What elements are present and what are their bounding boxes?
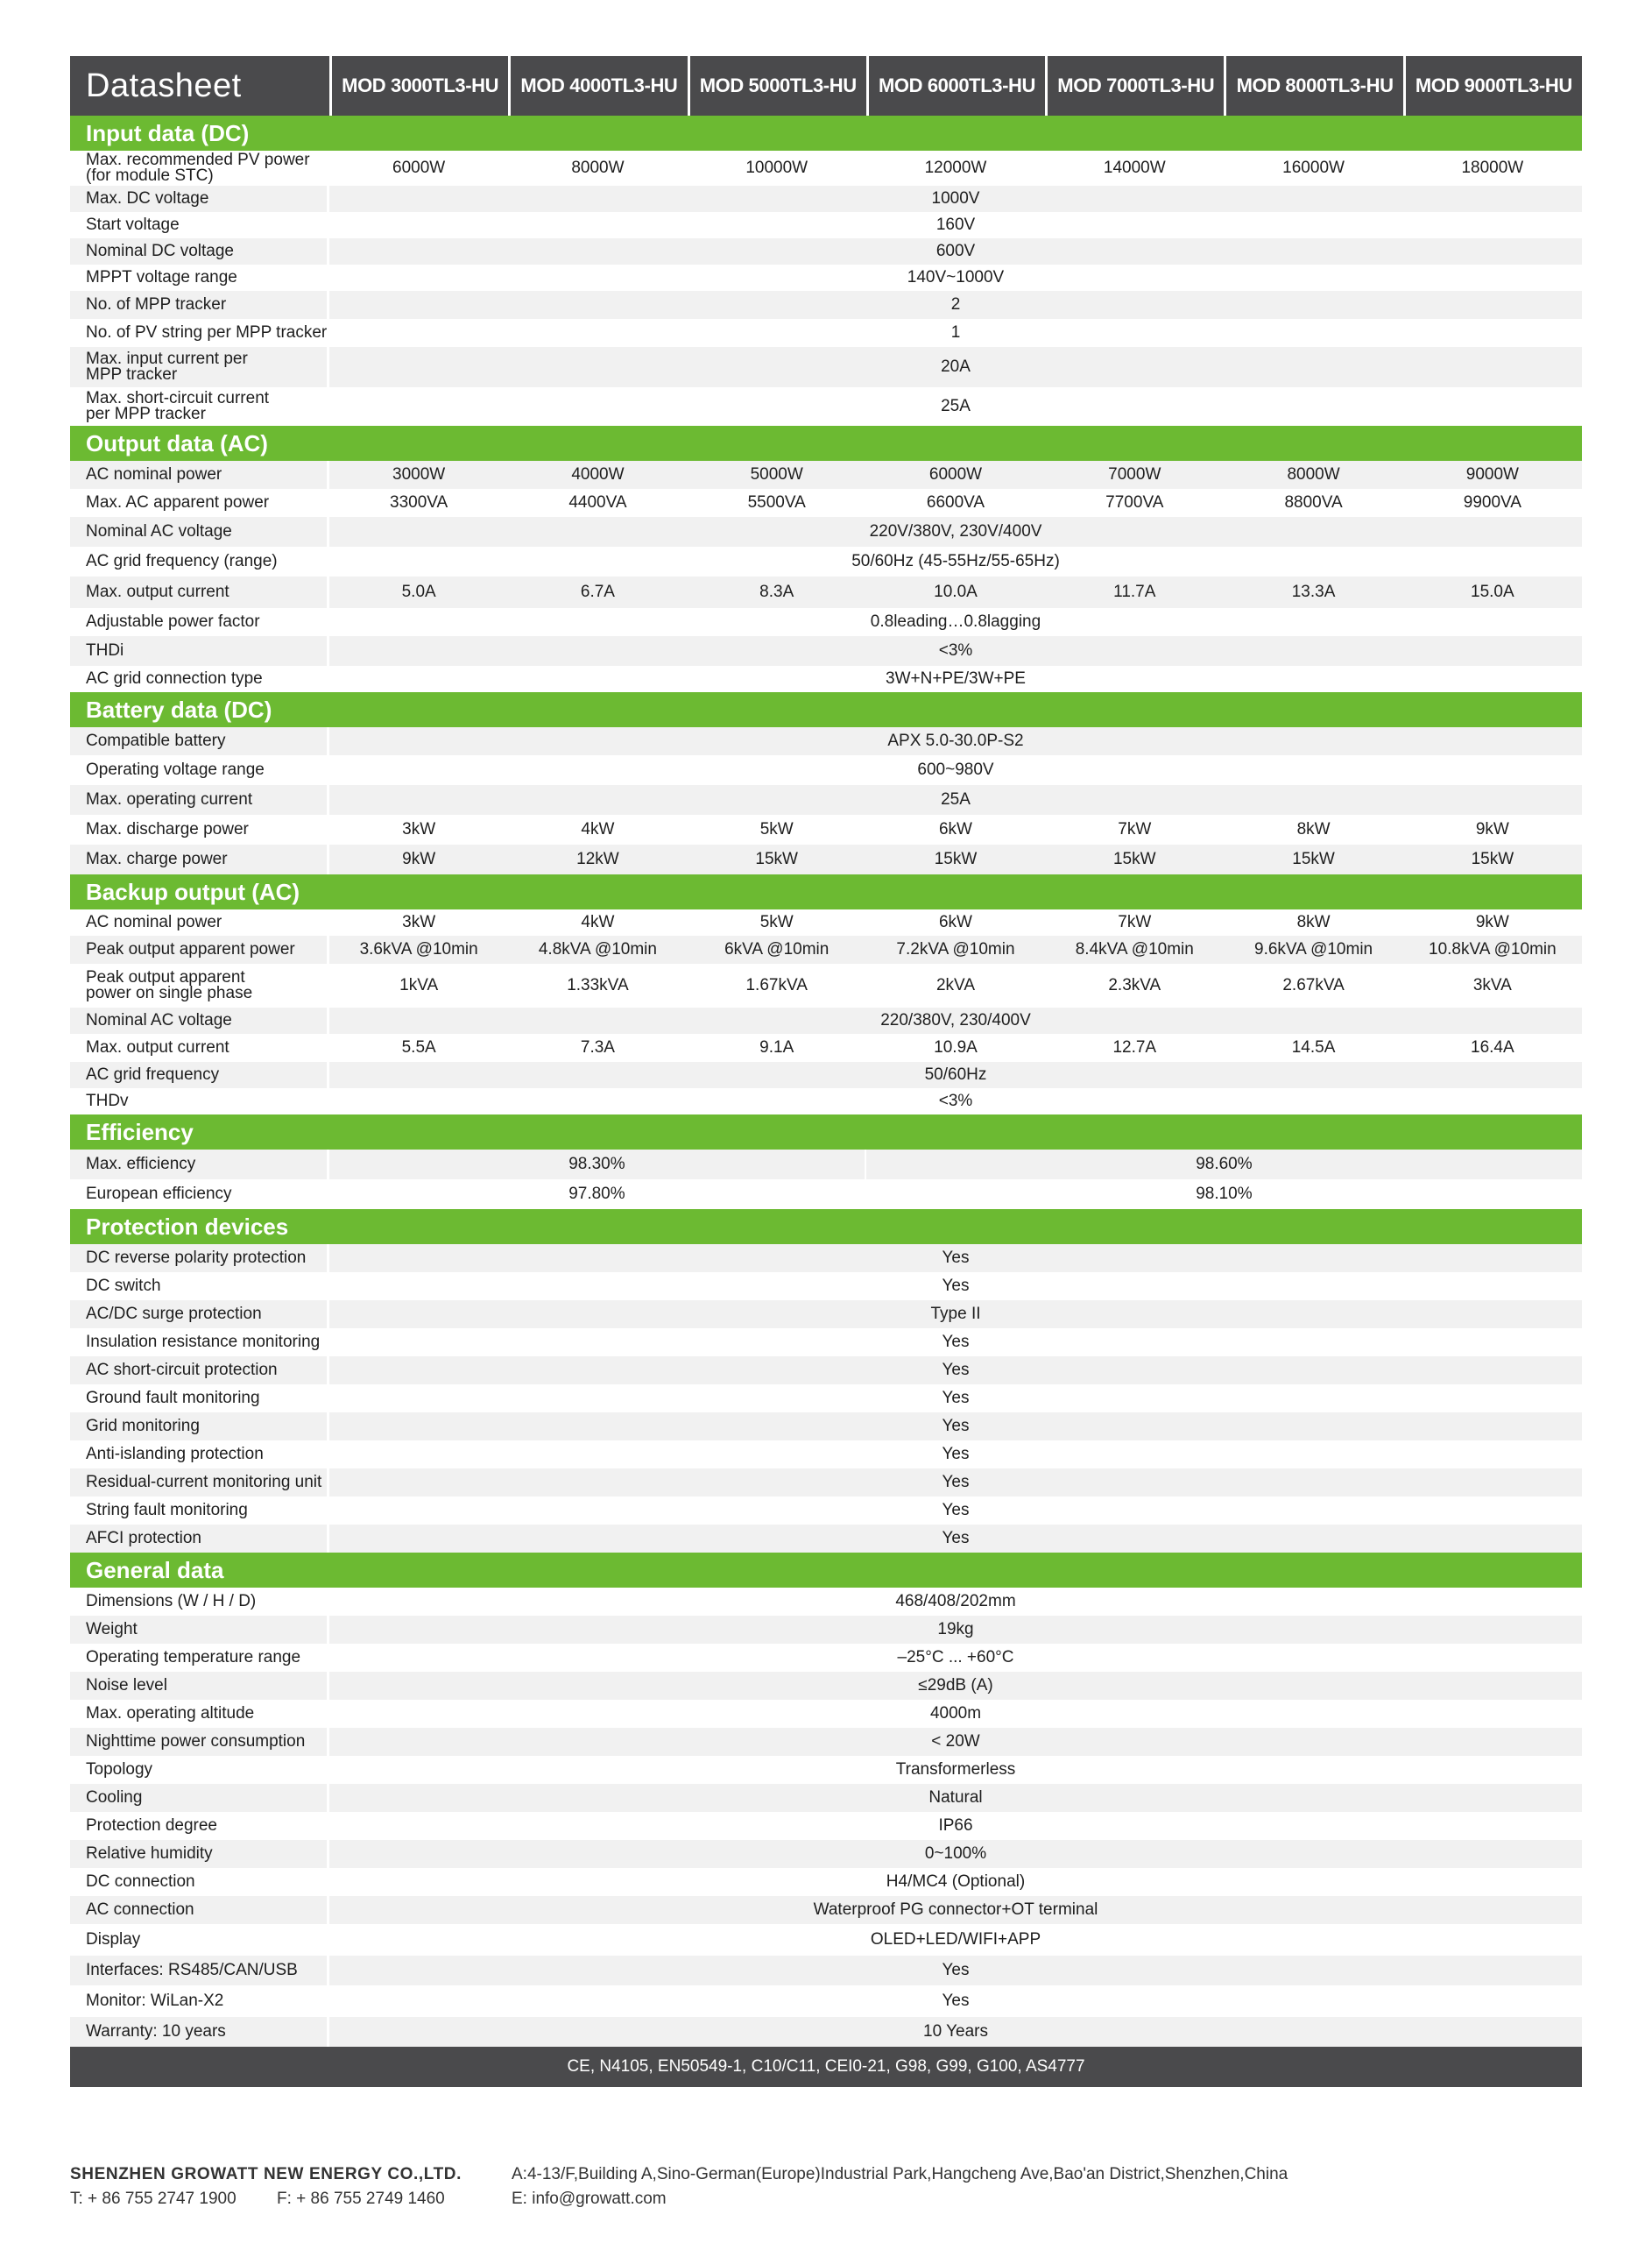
spec-value: 6000W [928,465,983,484]
spec-label: Warranty: 10 years [70,2017,329,2047]
company-address: A:4-13/F,Building A,Sino-German(Europe)Industrial Park,Hangcheng Ave,Bao'an District,Shenzhen,China [512,2165,1288,2183]
spec-value: 3W+N+PE/3W+PE [886,669,1026,688]
spec-label: MPPT voltage range [70,265,329,291]
spec-label [70,151,329,186]
spec-value: 50/60Hz (45-55Hz/55-65Hz) [851,552,1060,570]
datasheet-title: Datasheet [70,56,329,116]
spec-label-line: power on single phase [86,984,253,1002]
table-header [70,56,1582,116]
certifications-text: CE, N4105, EN50549-1, C10/C11, CEI0-21, G98, G99, G100, AS4777 [567,2057,1085,2076]
spec-value: 8.4kVA @10min [1075,940,1194,959]
spec-value: H4/MC4 (Optional) [886,1872,1026,1891]
spec-row [70,1868,1582,1896]
spec-label: Start voltage [70,212,329,238]
spec-row [70,1300,1582,1328]
spec-value: 5kW [759,820,794,838]
spec-value: 6kW [938,820,972,838]
spec-label: Display [70,1924,329,1956]
spec-label: Max. efficiency [70,1150,329,1179]
spec-row [70,1179,1582,1209]
spec-value: OLED+LED/WIFI+APP [870,1930,1041,1949]
spec-row [70,1034,1582,1062]
spec-label: AFCI protection [70,1525,329,1553]
spec-label: DC connection [70,1868,329,1896]
spec-value: 9900VA [1463,493,1521,512]
spec-value: –25°C ... +60°C [897,1648,1014,1666]
spec-value: 160V [935,216,976,234]
company-fax: F: + 86 755 2749 1460 [277,2190,445,2208]
spec-label-line: Max. short-circuit current [86,389,270,407]
spec-sections [70,116,1582,2047]
spec-label-line: Max. input current per [86,350,248,368]
spec-label: AC grid connection type [70,666,329,692]
spec-label: Protection degree [70,1812,329,1840]
spec-row [70,636,1582,666]
spec-label: DC switch [70,1272,329,1300]
spec-row [70,1588,1582,1616]
spec-value: 220V/380V, 230V/400V [869,522,1042,541]
spec-value: 9kW [1475,820,1509,838]
spec-label: Nominal DC voltage [70,238,329,265]
spec-label: No. of PV string per MPP tracker [70,319,329,347]
spec-value: Yes [942,1333,970,1351]
company-footer [70,2162,1582,2211]
spec-value: Yes [942,1389,970,1407]
spec-row [70,1356,1582,1384]
spec-value: 15kW [755,850,798,868]
section-header: Output data (AC) [70,426,1582,461]
spec-label: Max. DC voltage [70,186,329,212]
spec-value: 2 [950,295,961,314]
spec-label: Ground fault monitoring [70,1384,329,1412]
spec-row [70,1328,1582,1356]
spec-label: DC reverse polarity protection [70,1244,329,1272]
spec-value: < 20W [931,1732,980,1751]
spec-row [70,1840,1582,1868]
spec-value: 3300VA [390,493,448,512]
spec-value: 16000W [1282,159,1345,177]
spec-label: European efficiency [70,1179,329,1209]
spec-value: 10000W [745,159,808,177]
spec-value: 8800VA [1284,493,1343,512]
spec-value: 98.10% [1196,1185,1253,1203]
spec-row [70,387,1582,426]
spec-row [70,1812,1582,1840]
spec-value: <3% [938,641,973,660]
spec-label-line: per MPP tracker [86,405,206,423]
section-header: Input data (DC) [70,116,1582,151]
spec-value: Yes [942,1249,970,1267]
spec-value: 7kW [1118,913,1152,931]
spec-label: AC/DC surge protection [70,1300,329,1328]
spec-row [70,1440,1582,1468]
spec-value: Transformerless [895,1760,1016,1779]
spec-label: AC nominal power [70,461,329,489]
spec-value: 7000W [1108,465,1161,484]
spec-value: 16.4A [1471,1038,1514,1057]
spec-value: Type II [930,1305,981,1323]
spec-value: 18000W [1461,159,1524,177]
spec-label: No. of MPP tracker [70,291,329,319]
spec-label: Nominal AC voltage [70,517,329,547]
spec-value: 15kW [1471,850,1514,868]
spec-row [70,1616,1582,1644]
spec-label: Weight [70,1616,329,1644]
spec-row [70,577,1582,608]
spec-value: Yes [942,1961,970,1979]
spec-label: Max. output current [70,1034,329,1062]
spec-value: 25A [941,397,971,415]
spec-label: Max. discharge power [70,815,329,845]
spec-row [70,517,1582,547]
section-header: Protection devices [70,1209,1582,1244]
spec-label: String fault monitoring [70,1497,329,1525]
spec-row [70,1008,1582,1034]
spec-value: 5000W [750,465,803,484]
spec-label-line: (for module STC) [86,166,214,185]
spec-label: THDi [70,636,329,666]
spec-label: Operating temperature range [70,1644,329,1672]
spec-label-line: Peak output apparent [86,968,245,987]
spec-label: Nominal AC voltage [70,1008,329,1034]
spec-label [70,347,329,387]
spec-value: Natural [928,1788,983,1807]
spec-row [70,547,1582,577]
spec-value: 8000W [571,159,625,177]
spec-label: Relative humidity [70,1840,329,1868]
spec-row [70,1985,1582,2017]
spec-row [70,1924,1582,1956]
spec-value: 5.5A [401,1038,436,1057]
spec-row [70,1272,1582,1300]
spec-value: 2kVA [935,976,975,994]
spec-value: Yes [942,1473,970,1491]
spec-value: 12kW [576,850,619,868]
spec-row [70,1062,1582,1088]
spec-row [70,1756,1582,1784]
spec-value: 10.8kVA @10min [1429,940,1557,959]
spec-label: Residual-current monitoring unit [70,1468,329,1497]
spec-value: Waterproof PG connector+OT terminal [813,1900,1098,1919]
spec-value: 11.7A [1113,583,1156,601]
spec-value: 6.7A [580,583,615,601]
spec-label-line: Max. recommended PV power [86,151,310,169]
certifications-bar [70,2047,1582,2087]
model-header-1: MOD 3000TL3-HU [329,56,508,116]
spec-row [70,2017,1582,2047]
spec-value: 9kW [1475,913,1509,931]
section-header: Battery data (DC) [70,692,1582,727]
spec-value: 1 [950,323,961,342]
spec-row [70,1728,1582,1756]
spec-label-line: MPP tracker [86,365,178,384]
model-header-7: MOD 9000TL3-HU [1403,56,1582,116]
spec-row [70,785,1582,815]
spec-value: 5kW [759,913,794,931]
spec-label: AC grid frequency (range) [70,547,329,577]
spec-value: 3kVA [1472,976,1512,994]
spec-row [70,755,1582,785]
spec-label: Nighttime power consumption [70,1728,329,1756]
spec-row [70,936,1582,964]
spec-label: Monitor: WiLan-X2 [70,1985,329,2017]
spec-value: 10.9A [934,1038,978,1057]
spec-value: 10 Years [923,2022,988,2041]
spec-value: 3kW [402,913,436,931]
spec-row [70,238,1582,265]
spec-value: 4kW [581,913,615,931]
spec-value: <3% [938,1092,973,1110]
spec-row [70,1412,1582,1440]
spec-value: 10.0A [934,583,978,601]
spec-value: 7kW [1118,820,1152,838]
model-header-2: MOD 4000TL3-HU [508,56,687,116]
spec-label: Cooling [70,1784,329,1812]
spec-value: 5.0A [401,583,436,601]
spec-label: Topology [70,1756,329,1784]
spec-row [70,608,1582,636]
spec-label: Insulation resistance monitoring [70,1328,329,1356]
spec-row [70,1672,1582,1700]
spec-value: 97.80% [329,1179,866,1209]
spec-label: AC grid frequency [70,1062,329,1088]
spec-value: 8.3A [759,583,794,601]
spec-label: Peak output apparent power [70,936,329,964]
spec-row [70,727,1582,755]
spec-value: 12000W [924,159,987,177]
spec-value: 4000m [929,1704,982,1723]
spec-label: THDv [70,1088,329,1114]
spec-value: Yes [942,1277,970,1295]
spec-row [70,489,1582,517]
spec-value: 1kVA [399,976,439,994]
spec-value: 6000W [392,159,446,177]
company-name: SHENZHEN GROWATT NEW ENERGY CO.,LTD. [70,2165,462,2183]
spec-value: 8000W [1287,465,1340,484]
spec-value: 14000W [1103,159,1166,177]
section-header: General data [70,1553,1582,1588]
spec-value: 13.3A [1291,583,1336,601]
spec-value: 25A [941,790,971,809]
spec-row [70,666,1582,692]
spec-value: 9.6kVA @10min [1254,940,1373,959]
spec-value: Yes [942,1501,970,1519]
spec-label: Adjustable power factor [70,608,329,636]
spec-row [70,1700,1582,1728]
spec-row [70,461,1582,489]
spec-value: 9.1A [759,1038,794,1057]
spec-value: ≤29dB (A) [918,1676,993,1695]
spec-label: Max. operating current [70,785,329,815]
spec-value: Yes [942,1445,970,1463]
spec-value: 98.30% [329,1150,866,1179]
spec-value: 4000W [571,465,625,484]
model-header-4: MOD 6000TL3-HU [866,56,1045,116]
spec-value: 3.6kVA @10min [359,940,478,959]
section-header: Efficiency [70,1114,1582,1150]
spec-value: 1000V [931,189,980,208]
spec-value: 0~100% [924,1844,987,1863]
spec-row [70,319,1582,347]
spec-value: 15kW [1292,850,1335,868]
spec-label: Max. charge power [70,845,329,874]
spec-value: 50/60Hz [924,1065,987,1084]
spec-label [70,964,329,1008]
spec-row [70,1244,1582,1272]
company-email: E: info@growatt.com [512,2190,667,2208]
spec-value: 220/380V, 230/400V [880,1011,1031,1030]
spec-value: 140V~1000V [907,268,1005,287]
spec-value: 4.8kVA @10min [538,940,657,959]
section-header: Backup output (AC) [70,874,1582,909]
spec-value: 9000W [1465,465,1519,484]
spec-label: Max. AC apparent power [70,489,329,517]
spec-label: Max. output current [70,577,329,608]
spec-value: 2.3kVA [1108,976,1161,994]
spec-label: Anti-islanding protection [70,1440,329,1468]
spec-value: 20A [941,357,971,376]
spec-value: Yes [942,1992,970,2010]
spec-value: 8kW [1296,820,1331,838]
spec-value: 1.33kVA [567,976,629,994]
spec-value: 3kW [402,820,436,838]
spec-label [70,387,329,426]
spec-value: 6kVA @10min [724,940,830,959]
spec-value: 4kW [581,820,615,838]
spec-value: Yes [942,1417,970,1435]
spec-value: 600~980V [917,761,994,779]
spec-value: APX 5.0-30.0P-S2 [887,732,1024,750]
datasheet-table [70,56,1582,2087]
spec-value: 9kW [402,850,436,868]
spec-value: 3000W [392,465,446,484]
spec-row [70,1644,1582,1672]
model-header-6: MOD 8000TL3-HU [1224,56,1402,116]
spec-row [70,347,1582,387]
spec-row [70,1896,1582,1924]
spec-row [70,1784,1582,1812]
spec-value: 0.8leading…0.8lagging [870,612,1041,631]
spec-value: 7.3A [580,1038,615,1057]
spec-row [70,815,1582,845]
spec-label: Grid monitoring [70,1412,329,1440]
spec-value: Yes [942,1529,970,1547]
company-phone: T: + 86 755 2747 1900 [70,2190,237,2208]
spec-row [70,1150,1582,1179]
spec-label: AC short-circuit protection [70,1356,329,1384]
spec-row [70,1525,1582,1553]
spec-value: 15.0A [1471,583,1514,601]
spec-value: 19kg [937,1620,974,1638]
model-header-5: MOD 7000TL3-HU [1045,56,1224,116]
spec-label: Compatible battery [70,727,329,755]
spec-value: Yes [942,1361,970,1379]
spec-value: 2.67kVA [1282,976,1345,994]
spec-row [70,909,1582,936]
spec-value: 468/408/202mm [895,1592,1016,1610]
spec-row [70,212,1582,238]
spec-row [70,151,1582,186]
spec-row [70,1384,1582,1412]
spec-value: 98.60% [1196,1155,1253,1173]
spec-value: 14.5A [1291,1038,1336,1057]
spec-value: 1.67kVA [745,976,808,994]
spec-row [70,291,1582,319]
spec-row [70,964,1582,1008]
spec-value: 12.7A [1112,1038,1157,1057]
spec-row [70,1497,1582,1525]
spec-value: 15kW [1112,850,1156,868]
spec-label: Dimensions (W / H / D) [70,1588,329,1616]
spec-label: Noise level [70,1672,329,1700]
spec-value: IP66 [938,1816,973,1835]
spec-value: 6600VA [926,493,985,512]
model-header-3: MOD 5000TL3-HU [688,56,866,116]
spec-row [70,1956,1582,1985]
spec-value: 15kW [934,850,978,868]
spec-row [70,1468,1582,1497]
spec-label: Max. operating altitude [70,1700,329,1728]
spec-value: 7700VA [1105,493,1164,512]
spec-label: Operating voltage range [70,755,329,785]
spec-value: 6kW [938,913,972,931]
spec-row [70,186,1582,212]
spec-value: 600V [935,242,976,260]
spec-label: AC connection [70,1896,329,1924]
spec-label: AC nominal power [70,909,329,936]
spec-row [70,845,1582,874]
spec-row [70,265,1582,291]
spec-value: 4400VA [568,493,627,512]
spec-value: 5500VA [747,493,806,512]
spec-value: 7.2kVA @10min [896,940,1015,959]
spec-label: Interfaces: RS485/CAN/USB [70,1956,329,1985]
spec-value: 8kW [1296,913,1331,931]
spec-row [70,1088,1582,1114]
